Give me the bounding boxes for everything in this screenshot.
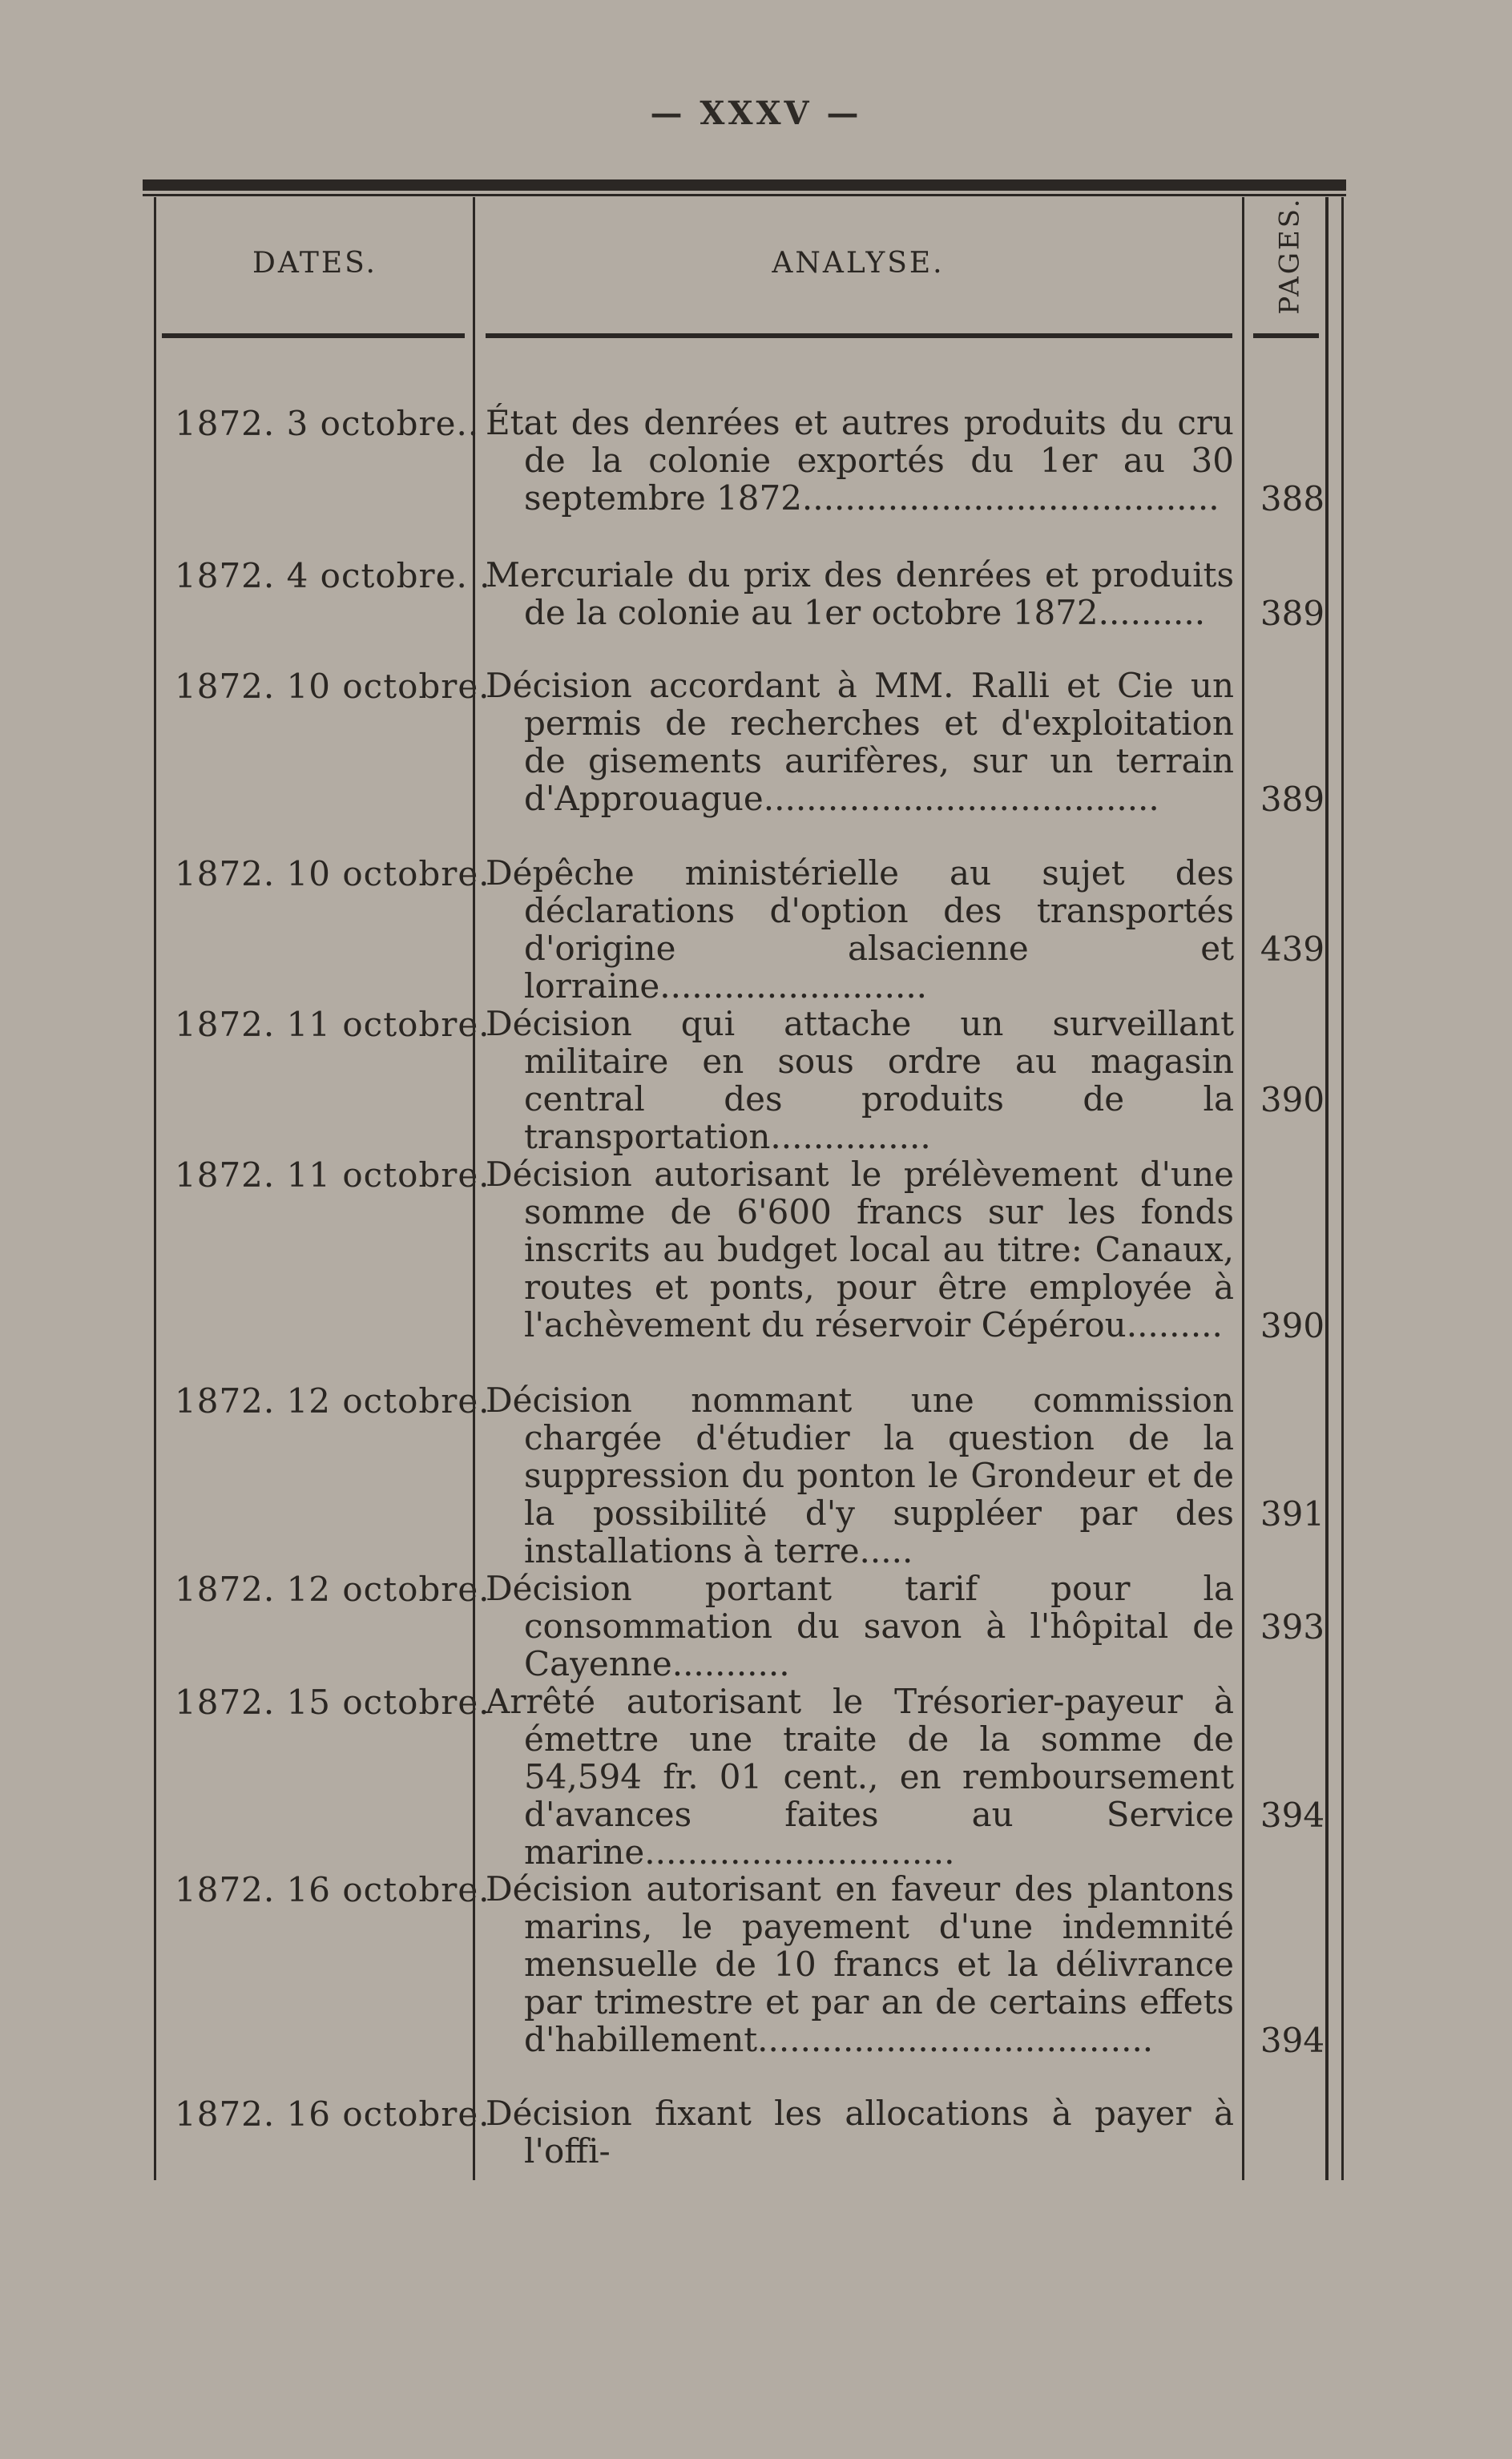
entry-analysis: Mercuriale du prix des denrées et produits de la colonie au 1er octobre 1872.......... bbox=[486, 555, 1234, 632]
entry-analysis: Décision portant tarif pour la consommation du savon à l'hôpital de Cayenne........... bbox=[486, 1569, 1234, 1683]
entry-date: 1872. 15 octobre. bbox=[175, 1683, 490, 1722]
entry-date: 1872. 16 octobre. bbox=[175, 1870, 490, 1909]
entry-analysis: Décision autorisant en faveur des plantons marins, le payement d'une indemnité mensuelle de 10 francs et la délivrance par trimestre et par an de certains effets d'habillement..................................... bbox=[486, 1869, 1234, 2059]
header-rule-dates bbox=[162, 333, 465, 338]
entry-page: 394 bbox=[1260, 2021, 1325, 2060]
entry-date: 1872. 4 octobre. . bbox=[175, 556, 491, 595]
table-top-thin-rule bbox=[143, 194, 1346, 196]
column-header-pages-label: PAGES. bbox=[1274, 196, 1306, 315]
table bbox=[143, 179, 1346, 2171]
entry-analysis: Décision autorisant le prélèvement d'une somme de 6'600 francs sur les fonds inscrits au budget local au titre: Canaux, routes et ponts, pour être employée à l'achèvement du réservoir Cépérou......... bbox=[486, 1155, 1234, 1344]
entry-analysis: Décision qui attache un surveillant militaire en sous ordre au magasin central des produits de la transportation............... bbox=[486, 1004, 1234, 1156]
page-header: — XXXV — bbox=[650, 95, 862, 132]
column-header-analyse: ANALYSE. bbox=[772, 247, 945, 280]
entry-date: 1872. 11 octobre. bbox=[175, 1005, 490, 1044]
header-rule-analyse bbox=[486, 333, 1232, 338]
entry-page: 393 bbox=[1260, 1607, 1325, 1647]
entry-analysis: Décision accordant à MM. Ralli et Cie un permis de recherches et d'exploitation de gisements aurifères, sur un terrain d'Approuague..................................... bbox=[486, 666, 1234, 818]
entry-date: 1872. 10 octobre. bbox=[175, 667, 490, 706]
entry-page: 388 bbox=[1260, 479, 1325, 518]
entry-date: 1872. 10 octobre. bbox=[175, 854, 490, 893]
entry-date: 1872. 12 octobre. bbox=[175, 1570, 490, 1609]
entry-page: 390 bbox=[1260, 1306, 1325, 1345]
entry-date: 1872. 16 octobre. bbox=[175, 2094, 490, 2134]
column-header-dates: DATES. bbox=[252, 247, 377, 280]
entry-page: 390 bbox=[1260, 1080, 1325, 1119]
header-rule-pages bbox=[1253, 333, 1319, 338]
right-border bbox=[1341, 197, 1344, 2180]
entry-analysis: Décision nommant une commission chargée d'étudier la question de la suppression du ponton le Grondeur et de la possibilité d'y suppléer par des installations à terre..... bbox=[486, 1381, 1234, 1570]
entry-page: 394 bbox=[1260, 1796, 1325, 1835]
table-top-rule bbox=[143, 179, 1346, 191]
entry-date: 1872. 3 octobre.. bbox=[175, 404, 480, 443]
entry-date: 1872. 11 octobre. bbox=[175, 1155, 490, 1195]
entry-page: 391 bbox=[1260, 1494, 1325, 1534]
entry-page: 389 bbox=[1260, 594, 1325, 633]
left-border bbox=[154, 197, 156, 2180]
analyse-pages-divider bbox=[1242, 197, 1244, 2180]
entry-analysis: Décision fixant les allocations à payer à l'offi- bbox=[486, 2094, 1234, 2171]
entry-date: 1872. 12 octobre. bbox=[175, 1381, 490, 1421]
entry-analysis: Dépêche ministérielle au sujet des déclarations d'option des transportés d'origine alsacienne et lorraine......................... bbox=[486, 853, 1234, 1006]
entry-analysis: Arrêté autorisant le Trésorier-payeur à émettre une traite de la somme de 54,594 fr. 01 cent., en remboursement d'avances faites au Service marine............................. bbox=[486, 1682, 1234, 1872]
entry-page: 389 bbox=[1260, 780, 1325, 819]
column-header-pages bbox=[1242, 196, 1338, 315]
entry-page: 439 bbox=[1260, 929, 1325, 969]
entry-analysis: État des denrées et autres produits du cru de la colonie exportés du 1er au 30 septembre 1872....................................... bbox=[486, 403, 1234, 518]
